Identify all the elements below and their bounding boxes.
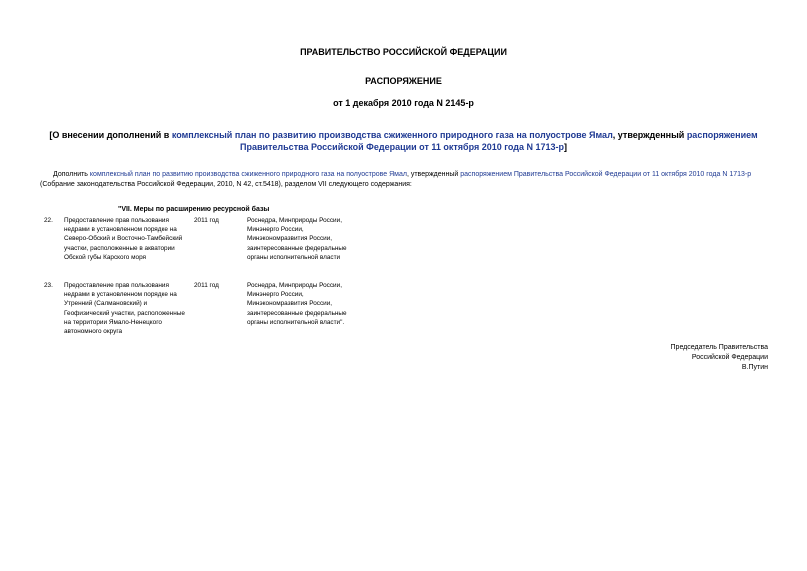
row-term: 2011 год <box>194 217 219 224</box>
row-number: 23. <box>44 282 53 289</box>
title-mid-text: , утвержденный <box>612 130 687 140</box>
title-close-text: ] <box>564 142 567 152</box>
signature-title-line1: Председатель Правительства <box>670 344 768 351</box>
row-description: Предоставление прав пользования недрами в установленном порядке на Утренний (Салмановский) и Геофизический участки, расположенные на территории Ямало-Ненецкого автономного округа <box>64 282 185 336</box>
intro-link-plan[interactable]: комплексный план по развитию производства сжиженного природного газа на полуострове Ямал <box>89 171 407 178</box>
title-open-text: [О внесении дополнений в <box>49 130 172 140</box>
title-link-order[interactable]: распоряжением Правительства Российской Федерации от 11 октября 2010 года N 1713-р <box>239 130 758 152</box>
row-responsible: Роснедра, Минприроды России, Минэнерго России, Минэкономразвития России, заинтересованные федеральные органы исполнительной власти <box>247 217 347 261</box>
intro-end-text: (Собрание законодательства Российской Федерации, 2010, N 42, ст.5418), разделом VII следующего содержания: <box>40 181 412 188</box>
signature-block <box>671 343 768 373</box>
section-title: "VII. Меры по расширению ресурсной базы <box>118 206 270 213</box>
intro-mid-text: , утвержденный <box>406 171 461 178</box>
intro-paragraph <box>40 170 770 190</box>
signature-name: В.Путин <box>741 364 768 371</box>
row-number: 22. <box>44 217 53 224</box>
document-title <box>40 129 767 153</box>
intro-start-text: Дополнить <box>53 171 90 178</box>
row-description: Предоставление прав пользования недрами в установленном порядке на Северо-Обский и Восточно-Тамбейский участки, расположенные в акватории Обской губы Карского моря <box>64 217 183 261</box>
row-term: 2011 год <box>194 282 219 289</box>
document-type-heading: РАСПОРЯЖЕНИЕ <box>365 76 442 86</box>
document-date: от 1 декабря 2010 года N 2145-р <box>333 98 474 108</box>
government-heading: ПРАВИТЕЛЬСТВО РОССИЙСКОЙ ФЕДЕРАЦИИ <box>300 47 507 57</box>
signature-title-line2: Российской Федерации <box>691 354 768 361</box>
title-link-plan[interactable]: комплексный план по развитию производства сжиженного природного газа на полуострове Ямал <box>171 130 613 140</box>
row-responsible: Роснедра, Минприроды России, Минэнерго России, Минэкономразвития России, заинтересованные федеральные органы исполнительной власти". <box>247 282 347 326</box>
intro-link-order[interactable]: распоряжением Правительства Российской Федерации от 11 октября 2010 года N 1713-р <box>460 171 752 178</box>
